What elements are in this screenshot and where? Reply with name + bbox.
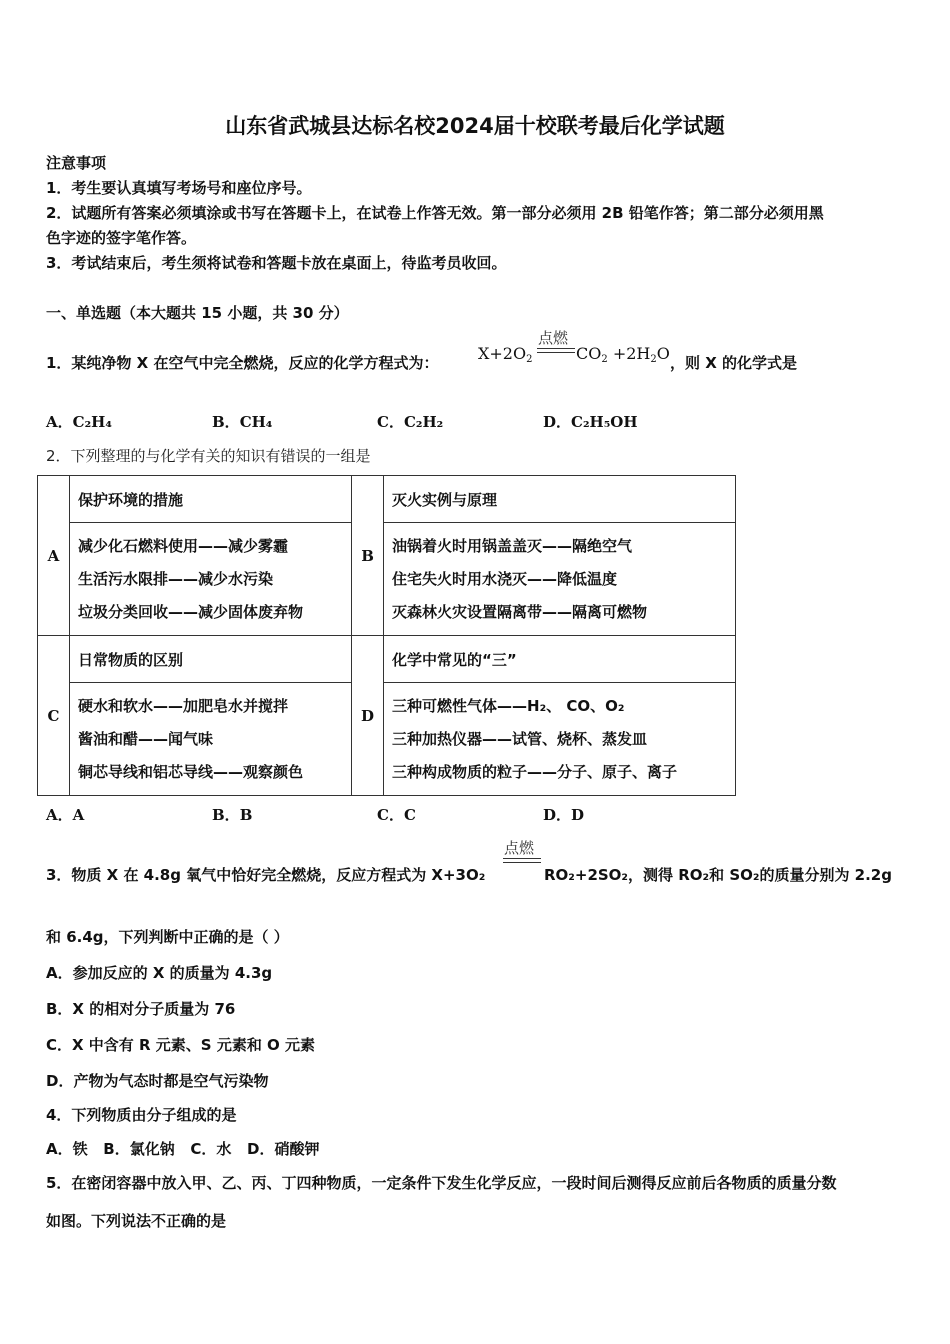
notice-item: 色字迹的签字笔作答。 bbox=[46, 229, 197, 247]
q1-equation-lhs: $X+2O_2$ bbox=[478, 344, 533, 365]
table-cell-heading: 化学中常见的“三” bbox=[384, 636, 736, 683]
table-line: 三种构成物质的粒子——分子、原子、离子 bbox=[392, 762, 678, 781]
table-cell-body bbox=[384, 683, 736, 796]
q3-option-b[interactable]: B．X 的相对分子质量为 76 bbox=[46, 1000, 236, 1018]
table-cell-heading: 灭火实例与原理 bbox=[384, 476, 736, 523]
table-cell-body bbox=[70, 523, 352, 636]
q4-stem: 4．下列物质由分子组成的是 bbox=[46, 1106, 237, 1124]
q2-option-b[interactable]: B．B bbox=[212, 806, 253, 824]
table-line: 减少化石燃料使用——减少雾霾 bbox=[78, 536, 289, 555]
knowledge-table bbox=[37, 475, 736, 796]
notice-heading: 注意事项 bbox=[46, 154, 107, 172]
table-line: 灭森林火灾设置隔离带——隔离可燃物 bbox=[392, 602, 648, 621]
q1-option-a[interactable]: A．C₂H₄ bbox=[46, 413, 112, 431]
q1-option-b[interactable]: B．CH₄ bbox=[212, 413, 273, 431]
table-line: 三种加热仪器——试管、烧杯、蒸发皿 bbox=[392, 729, 648, 748]
q3-equals-line bbox=[503, 862, 541, 863]
q5-stem: 5．在密闭容器中放入甲、乙、丙、丁四种物质，一定条件下发生化学反应，一段时间后测得反应前后各物质的质量分数 bbox=[46, 1174, 837, 1192]
q3-stem: 3．物质 X 在 4.8g 氧气中恰好完全燃烧，反应方程式为 X+3O₂ bbox=[46, 866, 486, 884]
table-line: 酱油和醋——闻气味 bbox=[78, 729, 214, 748]
table-cell-heading: 保护环境的措施 bbox=[70, 476, 352, 523]
table-line: 硬水和软水——加肥皂水并搅拌 bbox=[78, 696, 289, 715]
table-cell-label: C bbox=[38, 636, 70, 796]
q1-stem-tail: ，则 X 的化学式是 bbox=[670, 354, 798, 372]
notice-item: 1．考生要认真填写考场号和座位序号。 bbox=[46, 179, 312, 197]
q1-option-d[interactable]: D．C₂H₅OH bbox=[543, 413, 638, 431]
table-cell-label: D bbox=[352, 636, 384, 796]
table-line: 垃圾分类回收——减少固体废弃物 bbox=[78, 602, 304, 621]
q2-option-a[interactable]: A．A bbox=[46, 806, 85, 824]
q2-option-c[interactable]: C．C bbox=[377, 806, 416, 824]
table-cell-label: A bbox=[38, 476, 70, 636]
table-line: 铜芯导线和铝芯导线——观察颜色 bbox=[78, 762, 304, 781]
q3-option-d[interactable]: D．产物为气态时都是空气污染物 bbox=[46, 1072, 269, 1090]
section-heading: 一、单选题（本大题共 15 小题，共 30 分） bbox=[46, 304, 349, 322]
q1-equation-rhs: $CO_2 +2H_2O$ bbox=[576, 344, 670, 365]
q1-option-c[interactable]: C．C₂H₂ bbox=[377, 413, 444, 431]
table-cell-body bbox=[70, 683, 352, 796]
q4-options[interactable]: A．铁 B．氯化钠 C．水 D．硝酸钾 bbox=[46, 1140, 320, 1158]
q5-stem-line2: 如图。下列说法不正确的是 bbox=[46, 1212, 227, 1230]
q1-equals-line bbox=[537, 348, 575, 349]
table-line: 油锅着火时用锅盖盖灭——隔绝空气 bbox=[392, 536, 633, 555]
q3-option-c[interactable]: C．X 中含有 R 元素、S 元素和 O 元素 bbox=[46, 1036, 316, 1054]
q2-stem: 2．下列整理的与化学有关的知识有错误的一组是 bbox=[46, 447, 371, 465]
q2-option-d[interactable]: D．D bbox=[543, 806, 585, 824]
q3-stem-tail: RO₂+2SO₂，测得 RO₂和 SO₂的质量分别为 2.2g bbox=[544, 866, 892, 884]
notice-item: 2．试题所有答案必须填涂或书写在答题卡上，在试卷上作答无效。第一部分必须用 2B 铅笔作答；第二部分必须用黑 bbox=[46, 204, 824, 222]
q1-stem: 1．某纯净物 X 在空气中完全燃烧，反应的化学方程式为： bbox=[46, 354, 439, 372]
table-cell-label: B bbox=[352, 476, 384, 636]
q1-condition: 点燃 bbox=[538, 329, 569, 347]
q3-condition: 点燃 bbox=[504, 839, 535, 857]
q3-option-a[interactable]: A．参加反应的 X 的质量为 4.3g bbox=[46, 964, 273, 982]
q3-stem-line2: 和 6.4g，下列判断中正确的是（ ） bbox=[46, 928, 289, 946]
table-line: 住宅失火时用水浇灭——降低温度 bbox=[392, 569, 618, 588]
table-cell-heading: 日常物质的区别 bbox=[70, 636, 352, 683]
q3-equals-line bbox=[503, 858, 541, 859]
table-cell-body bbox=[384, 523, 736, 636]
page-title: 山东省武城县达标名校2024届十校联考最后化学试题 bbox=[225, 114, 725, 138]
table-line: 三种可燃性气体——H₂、 CO、O₂ bbox=[392, 696, 625, 715]
notice-item: 3．考试结束后，考生须将试卷和答题卡放在桌面上，待监考员收回。 bbox=[46, 254, 507, 272]
q1-equals-line bbox=[537, 352, 575, 353]
table-line: 生活污水限排——减少水污染 bbox=[78, 569, 274, 588]
